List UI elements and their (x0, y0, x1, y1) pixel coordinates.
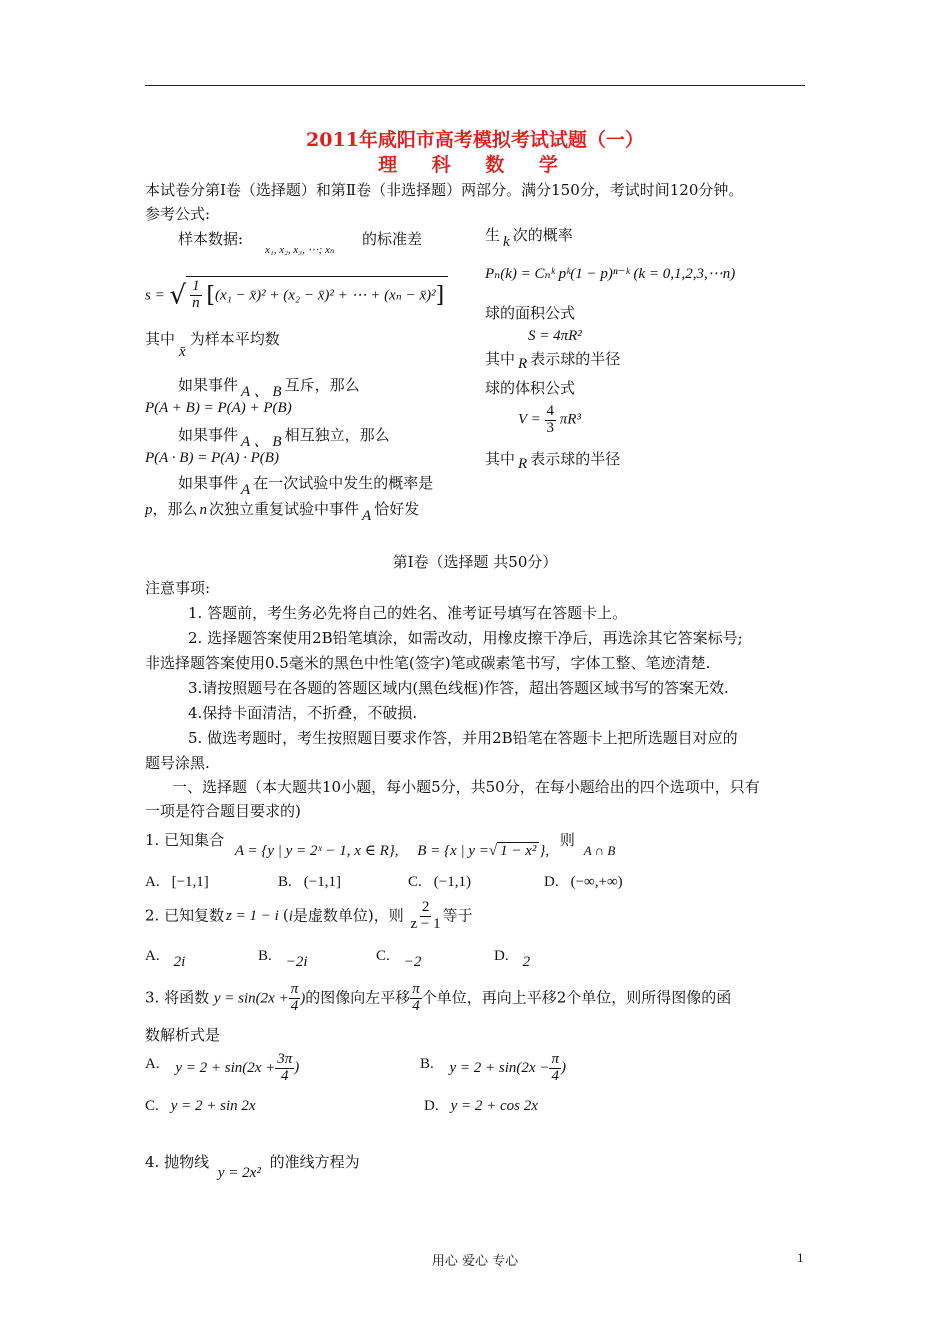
q2-fraction (409, 900, 443, 933)
bernoulli-b3: 恰好发 (374, 500, 420, 518)
note-item: 非选择题答案使用0.5毫米的黑色中性笔(签字)笔或碳素笔书写，字体工整、笔迹清楚. (145, 654, 711, 672)
q1-set-b-tail: }, (539, 843, 550, 859)
note-item: 1. 答题前，考生务必先将自己的姓名、准考证号填写在答题卡上。 (188, 604, 628, 622)
sphere-vol-den: 3 (546, 419, 555, 436)
exclusive-b: 互斥，那么 (284, 376, 360, 394)
bernoulli-line2 (145, 498, 420, 524)
q3-func-num: π (290, 981, 299, 997)
q1-then: 则 (559, 831, 575, 849)
q3-option-d: D. y = 2 + cos 2x (424, 1098, 538, 1114)
mean-label-b: 为样本平均数 (189, 330, 280, 348)
continuation-line (485, 224, 573, 250)
q3-line2: 数解析式是 (145, 1026, 221, 1044)
sample-tail: 的标准差 (362, 230, 423, 248)
mean-line (145, 328, 280, 360)
part1-intro-line2: 一项是符合题目要求的) (145, 802, 301, 820)
q1-set-b-root: 1 − x² (497, 842, 539, 860)
q2-label: 2. 已知复数 (145, 906, 225, 925)
q3-shift-num: π (412, 981, 420, 997)
q1-option-a: A. [−1,1] (145, 874, 209, 890)
q3-mid-b: 个单位，再向上平移2个单位，则所得图像的函 (421, 988, 732, 1007)
question-4 (145, 1151, 360, 1181)
bernoulli-b2: 次独立重复试验中事件 (209, 500, 360, 518)
bernoulli-n: n (199, 502, 208, 518)
sphere-vol-lhs: V = (518, 411, 541, 428)
note-item: 3.请按照题号在各题的答题区域内(黑色线框)作答，超出答题区域书写的答案无效. (188, 679, 729, 697)
note-item: 2. 选择题答案使用2B铅笔填涂，如需改动，用橡皮擦干净后，再选涂其它答案标号; (188, 629, 743, 647)
bernoulli-a2: 在一次试验中发生的概率是 (253, 474, 434, 492)
q3-mid-a: 的图像向左平移 (305, 988, 411, 1007)
q1-set-b: B = {x | y =√ 1 − x² }, (417, 843, 550, 859)
part1-intro-line1: 一、选择题（本大题共10小题，每小题5分，共50分，在每小题给出的四个选项中，只有 (172, 778, 760, 796)
q3-shift-den: 4 (412, 997, 420, 1014)
std-body: (x₁ − x̄)² + (x₂ − x̄)² + ⋯ + (xₙ − x̄)² (214, 287, 436, 304)
q3-func-den: 4 (290, 997, 299, 1014)
q4-tail: 的准线方程为 (269, 1153, 360, 1171)
cont-b: 次的概率 (512, 226, 573, 244)
radius-line-1 (485, 348, 621, 372)
note-item: 题号涂黑. (145, 754, 210, 772)
mean-label-a: 其中 (145, 330, 176, 348)
exclusive-vars: A 、 B (241, 384, 282, 400)
std-root: $\frac{1}{n}$ [(x₁ − x̄)² + (x₂ − x̄)² + ⋯ + (xₙ − x̄)²] (186, 276, 448, 314)
sphere-vol-num: 4 (546, 403, 555, 419)
q3-stem (145, 982, 731, 1015)
cont-k: k (503, 234, 510, 250)
q3-func-a: y = sin(2x + (213, 990, 289, 1007)
q4-func: y = 2x² (217, 1165, 261, 1181)
independent-b: 相互独立，那么 (284, 426, 390, 444)
sphere-vol-rhs: πR³ (559, 411, 581, 428)
q1-option-b: B. (−1,1] (278, 874, 341, 890)
q3-label: 3. 将函数 (145, 988, 210, 1007)
q1-label: 1. 已知集合 (145, 831, 225, 849)
q4-label: 4. 抛物线 (145, 1153, 210, 1171)
q2-z: z = 1 − i (226, 908, 279, 925)
bernoulli-p: p (145, 502, 153, 518)
page-number: 1 (797, 1250, 804, 1265)
sphere-area-formula: S = 4πR² (528, 328, 582, 344)
independent-vars: A 、 B (241, 434, 282, 450)
independent-line (178, 424, 390, 450)
q1-option-c: C. (−1,1) (408, 874, 471, 890)
reference-label: 参考公式: (145, 205, 211, 223)
mean-var: x̄ (179, 344, 186, 360)
bernoulli-var-a2: A (362, 508, 372, 524)
independent-formula: P(A · B) = P(A) · P(B) (145, 450, 279, 466)
bernoulli-line1 (178, 472, 434, 498)
q2-i: i (288, 908, 293, 925)
binomial-formula: Pₙ(k) = Cₙᵏ pᵏ(1 − p)ⁿ⁻ᵏ (k = 0,1,2,3,⋯n) (485, 266, 736, 282)
q2-tail: 等于 (442, 906, 473, 925)
sphere-volume-label: 球的体积公式 (485, 379, 576, 397)
page-subtitle: 理 科 数 学 (378, 154, 572, 176)
header-rule (145, 85, 805, 86)
q2-frac-num: 2 (421, 899, 430, 915)
exclusive-formula: P(A + B) = P(A) + P(B) (145, 400, 292, 416)
radius2-r: R (518, 456, 528, 472)
radius2-b: 表示球的半径 (530, 450, 621, 468)
q1-expr: A ∩ B (583, 843, 616, 858)
q1-set-b-head: B = {x | y = (417, 843, 489, 859)
q2-option-c: C. −2 (376, 948, 422, 970)
q2-option-b: B. −2i (258, 948, 308, 970)
footer-motto: 用心 爱心 专心 (431, 1254, 519, 1269)
sample-vars: x₁, x₂, x₃, ⋯; xₙ (265, 244, 335, 256)
q2-stem (145, 900, 473, 933)
sphere-area-label: 球的面积公式 (485, 304, 576, 322)
q3-option-b: B. y = 2 + sin(2x − $\frac{\pi}{4}$ ) (420, 1051, 566, 1084)
bernoulli-b1: ，那么 (152, 500, 198, 518)
q2-option-a: A. 2i (145, 948, 186, 970)
note-item: 4.保持卡面清洁，不折叠，不破损. (188, 704, 418, 722)
q1-set-a: A = {y | y = 2ˣ − 1, x ∈ R}, (234, 843, 399, 859)
radius2-a: 其中 (485, 450, 516, 468)
cont-a: 生 (485, 226, 501, 244)
exclusive-line (178, 374, 360, 400)
q3-option-c: C. y = 2 + sin 2x (145, 1098, 256, 1114)
bernoulli-a1: 如果事件 (178, 474, 239, 492)
q2-option-d: D. 2 (494, 948, 531, 970)
bernoulli-var-a: A (241, 482, 251, 498)
radius1-r: R (518, 356, 528, 372)
q2-paren-a: ( (282, 906, 289, 925)
intro-text: 本试卷分第Ⅰ卷（选择题）和第Ⅱ卷（非选择题）两部分。满分150分，考试时间120分钟。 (145, 181, 744, 199)
exclusive-a: 如果事件 (178, 376, 239, 394)
std-formula: s = √ $\frac{1}{n}$ [(x₁ − x̄)² + (x₂ − x̄)² + ⋯ + (xₙ − x̄)²] (145, 276, 448, 314)
independent-a: 如果事件 (178, 426, 239, 444)
radius1-b: 表示球的半径 (530, 350, 621, 368)
q3-option-a: A. y = 2 + sin(2x + $\frac{3\pi}{4}$ ) (145, 1051, 300, 1084)
radius-line-2 (485, 448, 621, 472)
sphere-volume-formula (518, 404, 581, 437)
notes-label: 注意事项: (145, 579, 211, 597)
note-item: 5. 做选考题时，考生按照题目要求作答，并用2B铅笔在答题卡上把所选题目对应的 (188, 729, 738, 747)
section1-heading: 第Ⅰ卷（选择题 共50分） (392, 553, 558, 571)
radius1-a: 其中 (485, 350, 516, 368)
std-lhs: s = (145, 287, 165, 304)
q2-paren-b: 是虚数单位)，则 (292, 906, 404, 925)
sample-label: 样本数据: (178, 230, 244, 248)
q3-func-b: ) (300, 990, 306, 1007)
std-frac-num: 1 (192, 278, 200, 294)
q1-stem (145, 829, 616, 859)
q2-frac-den: z − 1 (410, 915, 441, 932)
q1-option-d: D. (−∞,+∞) (544, 874, 623, 890)
std-frac-den: n (192, 294, 200, 311)
page-title: 2011年咸阳市高考模拟考试试题（一） (306, 129, 644, 151)
